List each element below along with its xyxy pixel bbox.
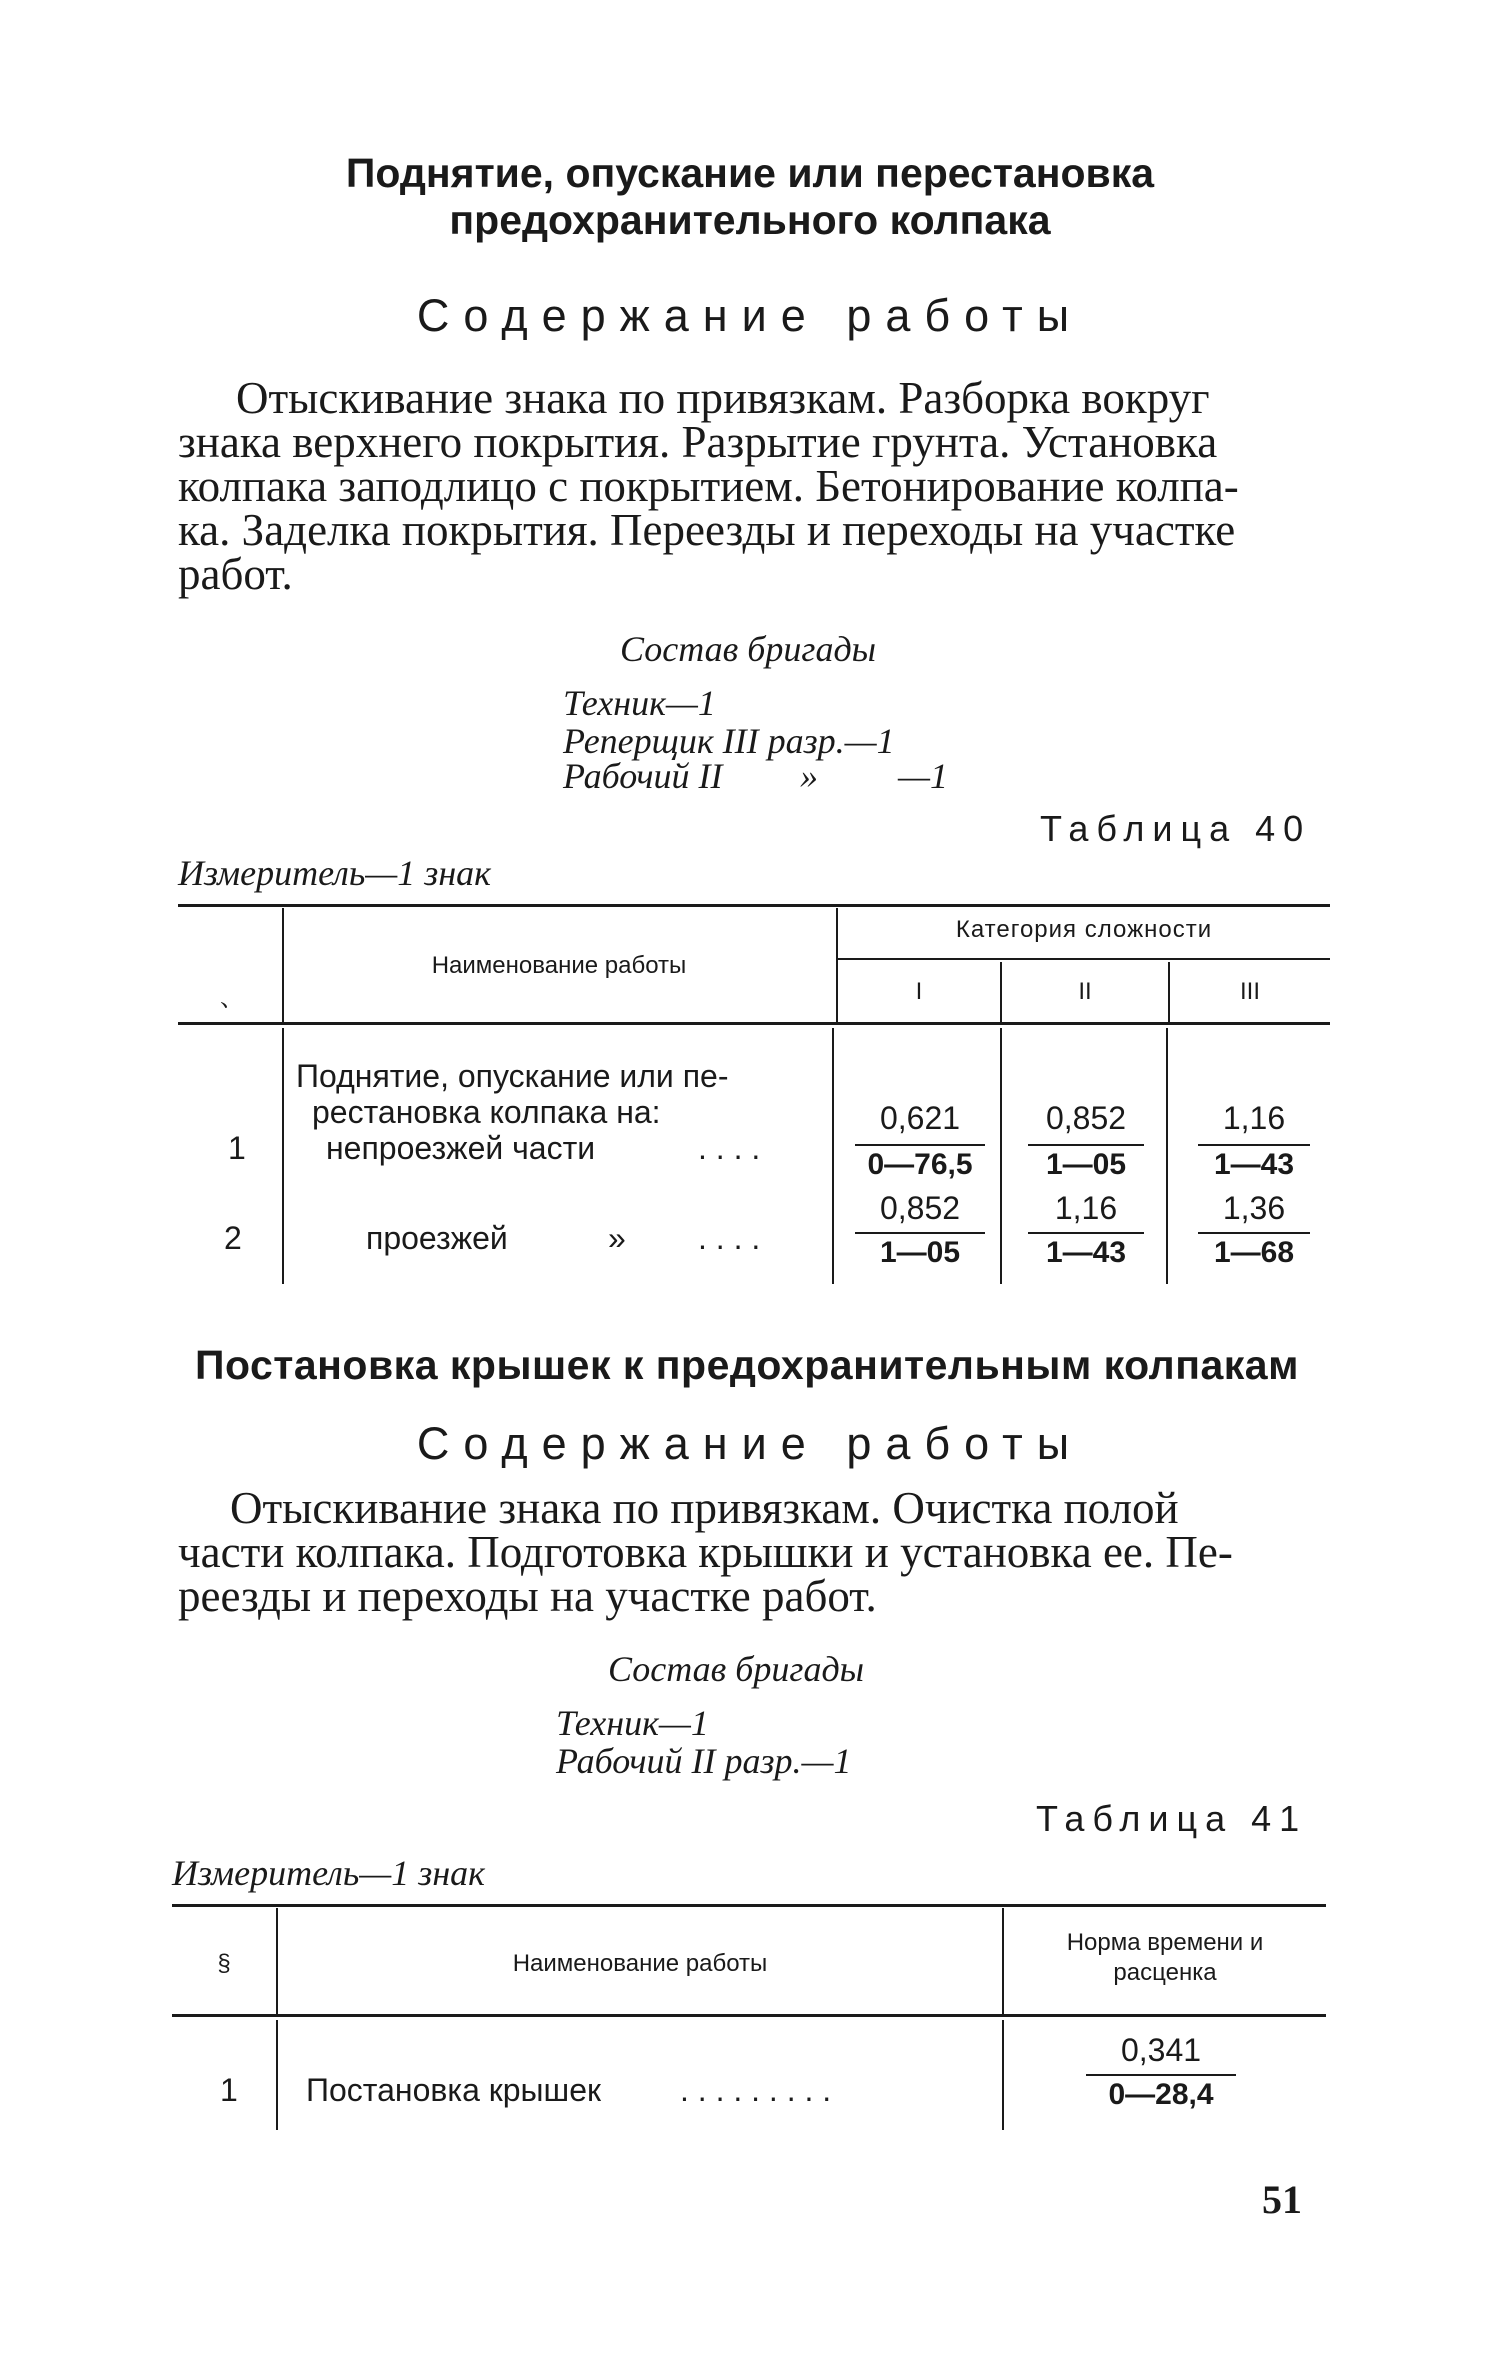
norm-value: 0,852 — [1045, 1100, 1127, 1136]
row-name-line: Поднятие, опускание или пе- — [296, 1058, 729, 1094]
col-name-header: Наименование работы — [431, 952, 687, 979]
paragraph-line: ка. Заделка покрытия. Переезды и переходы на участке — [178, 505, 1236, 555]
crew-member: Техник—1 — [556, 1703, 709, 1743]
page-number: 51 — [1262, 2177, 1302, 2222]
col-name-header: Наименование работы — [512, 1950, 768, 1977]
table41-measure: Измеритель—1 знак — [172, 1853, 486, 1893]
crew-member: Рабочий II разр.—1 — [556, 1741, 852, 1781]
col-cat-3: III — [1239, 978, 1260, 1005]
row-name-line: непроезжей части — [326, 1130, 596, 1166]
norm-value: 0,341 — [1120, 2032, 1202, 2068]
crew-member: Рабочий II — [563, 756, 723, 796]
crew-member: Реперщик III разр.—1 — [563, 721, 895, 761]
price-value: 0—28,4 — [1108, 2078, 1214, 2111]
norm-value: 1,16 — [1054, 1190, 1118, 1226]
crew-count: —1 — [898, 756, 949, 796]
crew-title: Состав бригады — [608, 1649, 865, 1689]
col-norm-header — [1004, 1928, 1326, 1988]
crew-member: Техник—1 — [563, 683, 716, 723]
section2-content-title: Содержание работы — [416, 1418, 1084, 1469]
paragraph-line: колпака заподлицо с покрытием. Бетонирование колпа- — [178, 461, 1239, 511]
norm-value: 0,621 — [879, 1100, 961, 1136]
paragraph-line: знака верхнего покрытия. Разрытие грунта. Установка — [178, 417, 1218, 467]
col-cat-1: I — [915, 978, 923, 1005]
paragraph-line: реезды и переходы на участке работ. — [178, 1571, 877, 1621]
row-name-line: проезжей — [366, 1220, 508, 1256]
norm-value: 1,16 — [1222, 1100, 1286, 1136]
norm-value: 1,36 — [1222, 1190, 1286, 1226]
section1-content-title: Содержание работы — [416, 290, 1084, 341]
row-number: 1 — [228, 1130, 246, 1166]
row-number: 2 — [224, 1220, 242, 1256]
col-norm-header-line: Норма времени и — [1066, 1929, 1264, 1956]
col-category-header: Категория сложности — [955, 916, 1213, 943]
paragraph-line: работ. — [178, 549, 293, 599]
price-value: 1—43 — [1213, 1148, 1295, 1181]
section1-heading-line2: предохранительного колпака — [449, 197, 1051, 243]
norm-value: 0,852 — [879, 1190, 961, 1226]
price-value: 0—76,5 — [867, 1148, 973, 1181]
section2-heading: Постановка крышек к предохранительным колпакам — [195, 1342, 1299, 1388]
price-value: 1—05 — [1045, 1148, 1127, 1181]
table41-label: Таблица 41 — [1036, 1798, 1308, 1839]
col-sign: 、 — [220, 985, 244, 1012]
table40-measure: Измеритель—1 знак — [178, 853, 492, 893]
col-sign: § — [217, 1950, 231, 1977]
crew-ditto: » — [800, 756, 818, 796]
row-leader-dots: . . . . — [698, 1130, 761, 1166]
row-leader-dots: . . . . — [698, 1220, 761, 1256]
price-value: 1—43 — [1045, 1236, 1127, 1269]
table40-label: Таблица 40 — [1040, 808, 1312, 849]
price-value: 1—05 — [879, 1236, 961, 1269]
paragraph-line: Отыскивание знака по привязкам. Разборка вокруг — [236, 373, 1210, 423]
col-cat-2: II — [1078, 978, 1092, 1005]
section1-heading-line1: Поднятие, опускание или перестановка — [345, 150, 1155, 196]
crew-title: Состав бригады — [620, 629, 877, 669]
section1-paragraph — [178, 373, 1333, 599]
row-number: 1 — [220, 2072, 238, 2108]
row-name: Постановка крышек — [306, 2072, 602, 2108]
price-value: 1—68 — [1213, 1236, 1295, 1269]
col-norm-header-line: расценка — [1113, 1959, 1217, 1986]
row-name-line: рестановка колпака на: — [312, 1094, 661, 1130]
row-leader-dots: . . . . . . . . . — [680, 2072, 832, 2108]
row-ditto: » — [608, 1220, 626, 1256]
paragraph-line: части колпака. Подготовка крышки и установка ее. Пе- — [178, 1527, 1233, 1577]
section2-paragraph — [178, 1483, 1333, 1621]
paragraph-line: Отыскивание знака по привязкам. Очистка полой — [230, 1483, 1179, 1533]
